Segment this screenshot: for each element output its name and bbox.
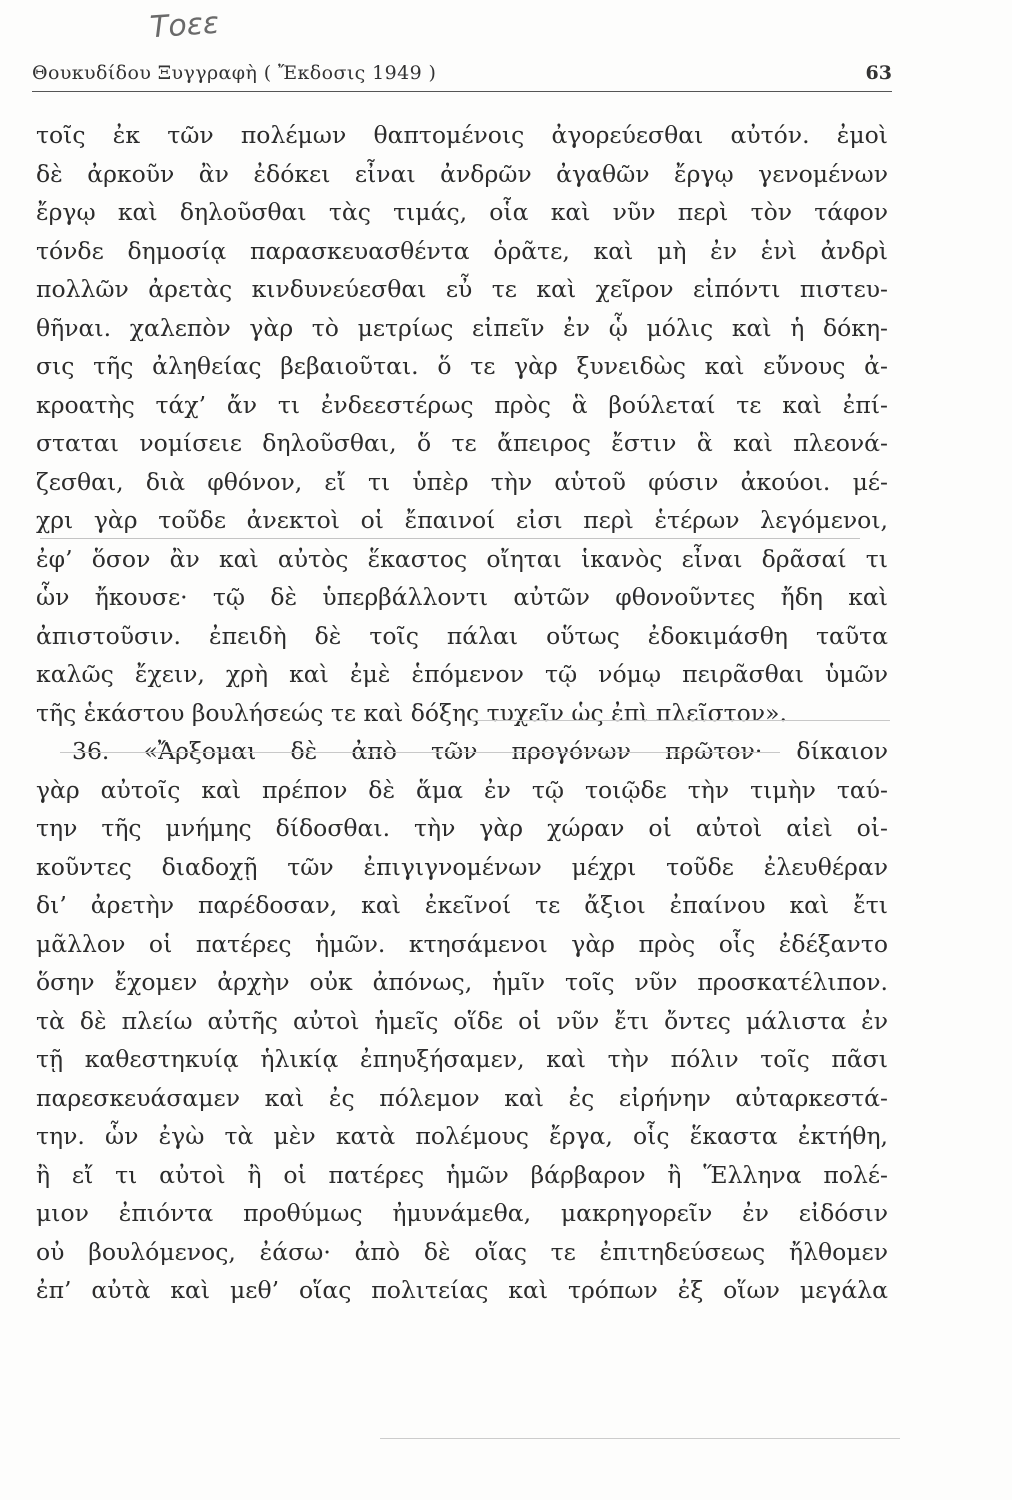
text-line: σις τῆς ἀληθείας βεβαιοῦται. ὅ τε γὰρ ξυνειδὼς καὶ εὔνους ἀ-	[36, 352, 888, 380]
text-line: ὧν ἤκουσε· τῷ δὲ ὑπερβάλλοντι αὐτῶν φθονοῦντες ἤδη καὶ	[36, 583, 888, 611]
text-line: δι’ ἀρετὴν παρέδοσαν, καὶ ἐκεῖνοί τε ἄξιοι ἐπαίνου καὶ ἔτι	[36, 891, 888, 919]
text-line: ἐφ’ ὅσον ἂν καὶ αὐτὸς ἕκαστος οἴηται ἱκανὸς εἶναι δρᾶσαί τι	[36, 544, 888, 573]
text-line: πολλῶν ἀρετὰς κινδυνεύεσθαι εὖ τε καὶ χεῖρον εἰπόντι πιστευ-	[36, 275, 888, 303]
text-line: καλῶς ἔχειν, χρὴ καὶ ἐμὲ ἑπόμενον τῷ νόμῳ πειρᾶσθαι ὑμῶν	[36, 660, 888, 688]
body-text	[36, 116, 888, 1310]
text-line: ἐπ’ αὐτὰ καὶ μεθ’ οἵας πολιτείας καὶ τρόπων ἐξ οἵων μεγάλα	[36, 1276, 888, 1304]
header-rule	[32, 91, 892, 92]
text-line: κοῦντες διαδοχῇ τῶν ἐπιγιγνομένων μέχρι τοῦδε ἐλευθέραν	[36, 852, 888, 881]
pencil-underline	[60, 752, 780, 753]
text-line: κροατὴς τάχ’ ἄν τι ἐνδεεστέρως πρὸς ἃ βούλεταί τε καὶ ἐπί-	[36, 390, 888, 419]
text-line: οὐ βουλόμενος, ἐάσω· ἀπὸ δὲ οἵας τε ἐπιτηδεύσεως ἤλθομεν	[36, 1237, 888, 1266]
text-line: ἀπιστοῦσιν. ἐπειδὴ δὲ τοῖς πάλαι οὕτως ἐδοκιμάσθη ταῦτα	[36, 621, 888, 650]
text-line: δὲ ἀρκοῦν ἂν ἐδόκει εἶναι ἀνδρῶν ἀγαθῶν ἔργῳ γενομένων	[36, 159, 888, 188]
text-line: ζεσθαι, διὰ φθόνον, εἴ τι ὑπὲρ τὴν αὑτοῦ φύσιν ἀκούοι. μέ-	[36, 467, 888, 496]
text-line: ἔργῳ καὶ δηλοῦσθαι τὰς τιμάς, οἷα καὶ νῦν περὶ τὸν τάφον	[36, 198, 888, 226]
text-line: τοῖς ἐκ τῶν πολέμων θαπτομένοις ἀγορεύεσθαι αὐτόν. ἐμοὶ	[36, 121, 888, 149]
text-line: την. ὧν ἐγὼ τὰ μὲν κατὰ πολέμους ἔργα, οἷς ἕκαστα ἐκτήθη,	[36, 1122, 888, 1150]
text-line: θῆναι. χαλεπὸν γὰρ τὸ μετρίως εἰπεῖν ἐν ᾧ μόλις καὶ ἡ δόκη-	[36, 313, 888, 342]
pencil-underline	[40, 538, 860, 539]
text-line: 36. «Ἄρξομαι δὲ ἀπὸ τῶν προγόνων πρῶτον· δίκαιον	[72, 737, 888, 765]
page-number: 63	[865, 62, 892, 84]
pencil-underline	[470, 720, 890, 721]
text-line: μᾶλλον οἱ πατέρες ἡμῶν. κτησάμενοι γὰρ πρὸς οἷς ἐδέξαντο	[36, 929, 888, 958]
handwritten-mark: Τοεε	[148, 5, 221, 46]
text-line: τῇ καθεστηκυίᾳ ἡλικίᾳ ἐπηυξήσαμεν, καὶ τὴν πόλιν τοῖς πᾶσι	[36, 1045, 888, 1073]
text-line: παρεσκευάσαμεν καὶ ἐς πόλεμον καὶ ἐς εἰρήνην αὐταρκεστά-	[36, 1083, 888, 1112]
text-line: χρι γὰρ τοῦδε ἀνεκτοὶ οἱ ἔπαινοί εἰσι περὶ ἑτέρων λεγόμενοι,	[36, 506, 888, 534]
text-line: ὅσην ἔχομεν ἀρχὴν οὐκ ἀπόνως, ἡμῖν τοῖς νῦν προσκατέλιπον.	[36, 968, 888, 996]
text-line: τόνδε δημοσίᾳ παρασκευασθέντα ὁρᾶτε, καὶ μὴ ἐν ἑνὶ ἀνδρὶ	[36, 236, 888, 265]
header-title: Θουκυδίδου Ξυγγραφὴ ( Ἔκδοσις 1949 )	[32, 62, 437, 84]
pencil-underline	[380, 1438, 900, 1439]
text-line: σταται νομίσειε δηλοῦσθαι, ὅ τε ἄπειρος ἔστιν ἃ καὶ πλεονά-	[36, 429, 888, 457]
text-line: γὰρ αὐτοῖς καὶ πρέπον δὲ ἅμα ἐν τῷ τοιῷδε τὴν τιμὴν ταύ-	[36, 775, 888, 804]
text-line: ἢ εἴ τι αὐτοὶ ἢ οἱ πατέρες ἡμῶν βάρβαρον ἢ Ἕλληνα πολέ-	[36, 1160, 888, 1189]
text-line: τῆς ἑκάστου βουλήσεώς τε καὶ δόξης τυχεῖν ὡς ἐπὶ πλεῖστον».	[36, 698, 787, 727]
text-line: μιον ἐπιόντα προθύμως ἠμυνάμεθα, μακρηγορεῖν ἐν εἰδόσιν	[36, 1199, 888, 1227]
text-line: την τῆς μνήμης δίδοσθαι. τὴν γὰρ χώραν οἱ αὐτοὶ αἰεὶ οἰ-	[36, 814, 888, 842]
text-line: τὰ δὲ πλείω αὐτῆς αὐτοὶ ἡμεῖς οἵδε οἱ νῦν ἔτι ὄντες μάλιστα ἐν	[36, 1006, 888, 1035]
